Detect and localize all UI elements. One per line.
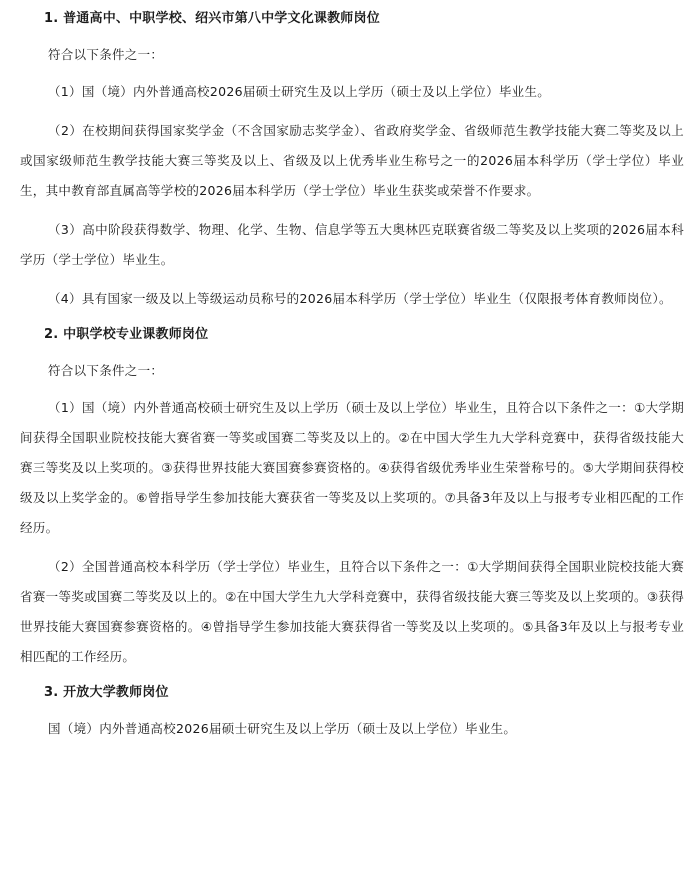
section-1-item-3: （3）高中阶段获得数学、物理、化学、生物、信息学等五大奥林匹克联赛省级二等奖及以上奖项的2026届本科学历（学士学位）毕业生。 bbox=[20, 222, 684, 267]
section-1-item-4: （4）具有国家一级及以上等级运动员称号的2026届本科学历（学士学位）毕业生（仅限报考体育教师岗位）。 bbox=[48, 291, 672, 306]
section-2-heading: 2. 中职学校专业课教师岗位 bbox=[44, 327, 209, 342]
section-3-heading: 3. 开放大学教师岗位 bbox=[44, 685, 169, 700]
section-2-item-1: （1）国（境）内外普通高校硕士研究生及以上学历（硕士及以上学位）毕业生，且符合以下条件之一：①大学期间获得全国职业院校技能大赛省赛一等奖或国赛二等奖及以上的。②在中国大学生九大学科竞赛中，获得省级技能大赛三等奖及以上奖项的。③获得世界技能大赛国赛参赛资格的。④获得省级优秀毕业生荣誉称号的。⑤大学期间获得校级及以上奖学金的。⑥曾指导学生参加技能大赛获省一等奖及以上奖项的。⑦具备3年及以上与报考专业相匹配的工作经历。 bbox=[20, 400, 684, 535]
section-1-item-2: （2）在校期间获得国家奖学金（不含国家励志奖学金）、省政府奖学金、省级师范生教学技能大赛二等奖及以上或国家级师范生教学技能大赛三等奖及以上、省级及以上优秀毕业生称号之一的2026届本科学历（学士学位）毕业生，其中教育部直属高等学校的2026届本科学历（学士学位）毕业生获奖或荣誉不作要求。 bbox=[20, 123, 684, 198]
section-2-intro: 符合以下条件之一： bbox=[48, 363, 164, 378]
section-2-item-2: （2）全国普通高校本科学历（学士学位）毕业生，且符合以下条件之一：①大学期间获得全国职业院校技能大赛省赛一等奖或国赛二等奖及以上的。②在中国大学生九大学科竞赛中，获得省级技能大赛三等奖及以上奖项的。③获得世界技能大赛国赛参赛资格的。④曾指导学生参加技能大赛获得省一等奖及以上奖项的。⑤具备3年及以上与报考专业相匹配的工作经历。 bbox=[20, 559, 684, 664]
section-3-item-1: 国（境）内外普通高校2026届硕士研究生及以上学历（硕士及以上学位）毕业生。 bbox=[48, 721, 517, 736]
section-1-item-1: （1）国（境）内外普通高校2026届硕士研究生及以上学历（硕士及以上学位）毕业生。 bbox=[48, 84, 551, 99]
section-1-intro: 符合以下条件之一： bbox=[48, 47, 164, 62]
section-1-heading: 1. 普通高中、中职学校、绍兴市第八中学文化课教师岗位 bbox=[44, 11, 380, 26]
